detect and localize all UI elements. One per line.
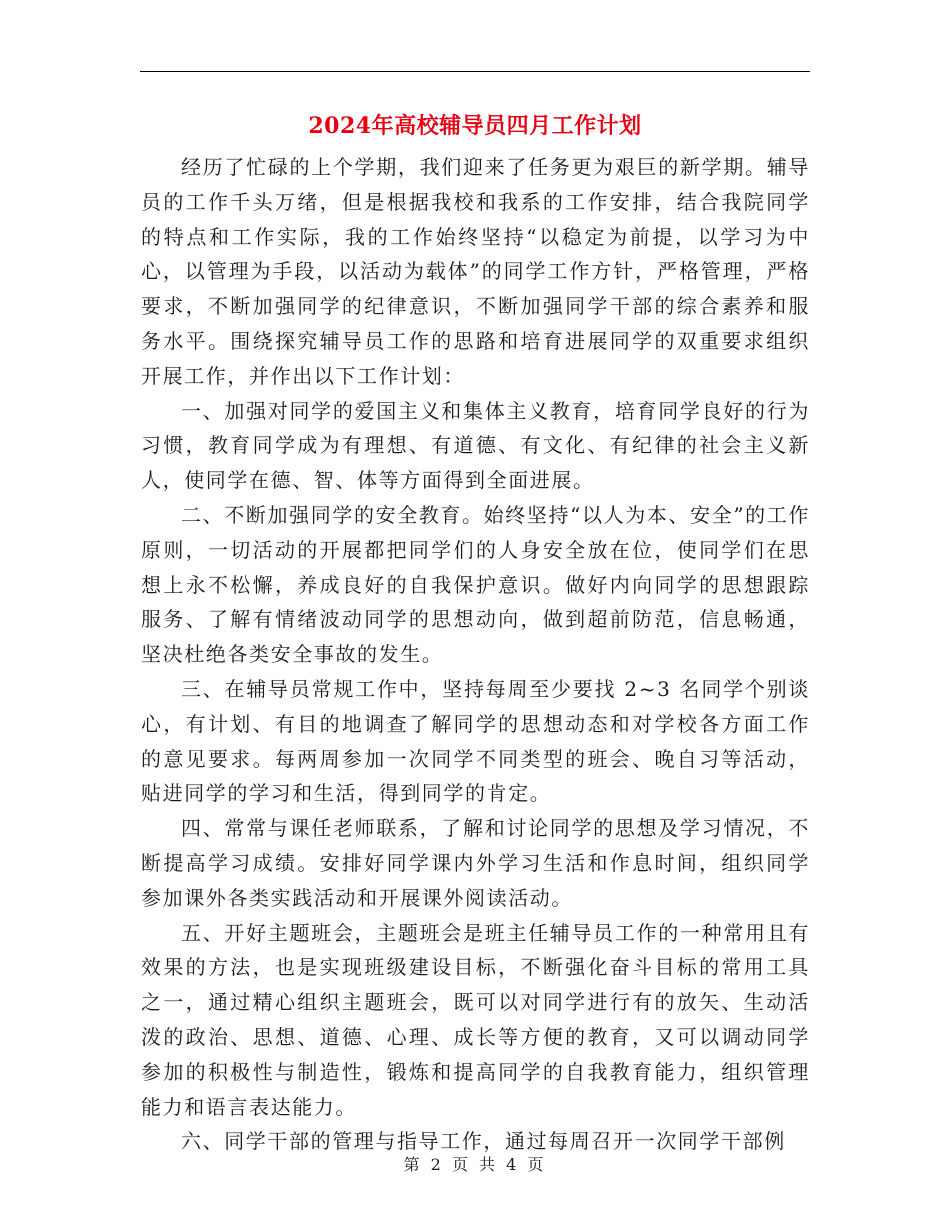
paragraph-item-6: 六、同学干部的管理与指导工作，通过每周召开一次同学干部例	[181, 1129, 786, 1154]
paragraph-item-3: 三、在辅导员常规工作中，坚持每周至少要找 2~3 名同学个别谈心，有计划、有目的地调查了解同学的思想动态和对学校各方面工作的意见要求。每两周参加一次同学不同类型的班会、晚自习等活动，贴进同学的学习和生活，得到同学的肯定。	[141, 676, 810, 806]
paragraph-item-2: 二、不断加强同学的安全教育。始终坚持“以人为本、安全”的工作原则，一切活动的开展都把同学们的人身安全放在位，使同学们在思想上永不松懈，养成良好的自我保护意识。做好内向同学的思想跟踪服务、了解有情绪波动同学的思想动向，做到超前防范，信息畅通，坚决杜绝各类安全事故的发生。	[141, 502, 810, 667]
paragraph-item-5: 五、开好主题班会，主题班会是班主任辅导员工作的一种常用且有效果的方法，也是实现班级建设目标，不断强化奋斗目标的常用工具之一，通过精心组织主题班会，既可以对同学进行有的放矢、生动活泼的政治、思想、道德、心理、成长等方便的教育，又可以调动同学参加的积极性与制造性，锻炼和提高同学的自我教育能力，组织管理能力和语言表达能力。	[141, 920, 810, 1119]
header-rule	[140, 71, 810, 72]
paragraph-item-4: 四、常常与课任老师联系，了解和讨论同学的思想及学习情况，不断提高学习成绩。安排好同学课内外学习生活和作息时间，组织同学参加课外各类实践活动和开展课外阅读活动。	[141, 816, 810, 910]
paragraph-intro: 经历了忙碌的上个学期，我们迎来了任务更为艰巨的新学期。辅导员的工作千头万绪，但是根据我校和我系的工作安排，结合我院同学的特点和工作实际，我的工作始终坚持“以稳定为前提，以学习为中心，以管理为手段，以活动为载体”的同学工作方针，严格管理，严格要求，不断加强同学的纪律意识，不断加强同学干部的综合素养和服务水平。围绕探究辅导员工作的思路和培育进展同学的双重要求组织开展工作，并作出以下工作计划：	[141, 155, 810, 388]
page-number-label: 第 2 页 共 4 页	[403, 1155, 547, 1174]
page-footer	[0, 1154, 950, 1176]
document-title: 2024年高校辅导员四月工作计划	[308, 113, 642, 139]
paragraph-item-1: 一、加强对同学的爱国主义和集体主义教育，培育同学良好的行为习惯，教育同学成为有理想、有道德、有文化、有纪律的社会主义新人，使同学在德、智、体等方面得到全面进展。	[141, 398, 810, 493]
document-body	[141, 150, 810, 1159]
